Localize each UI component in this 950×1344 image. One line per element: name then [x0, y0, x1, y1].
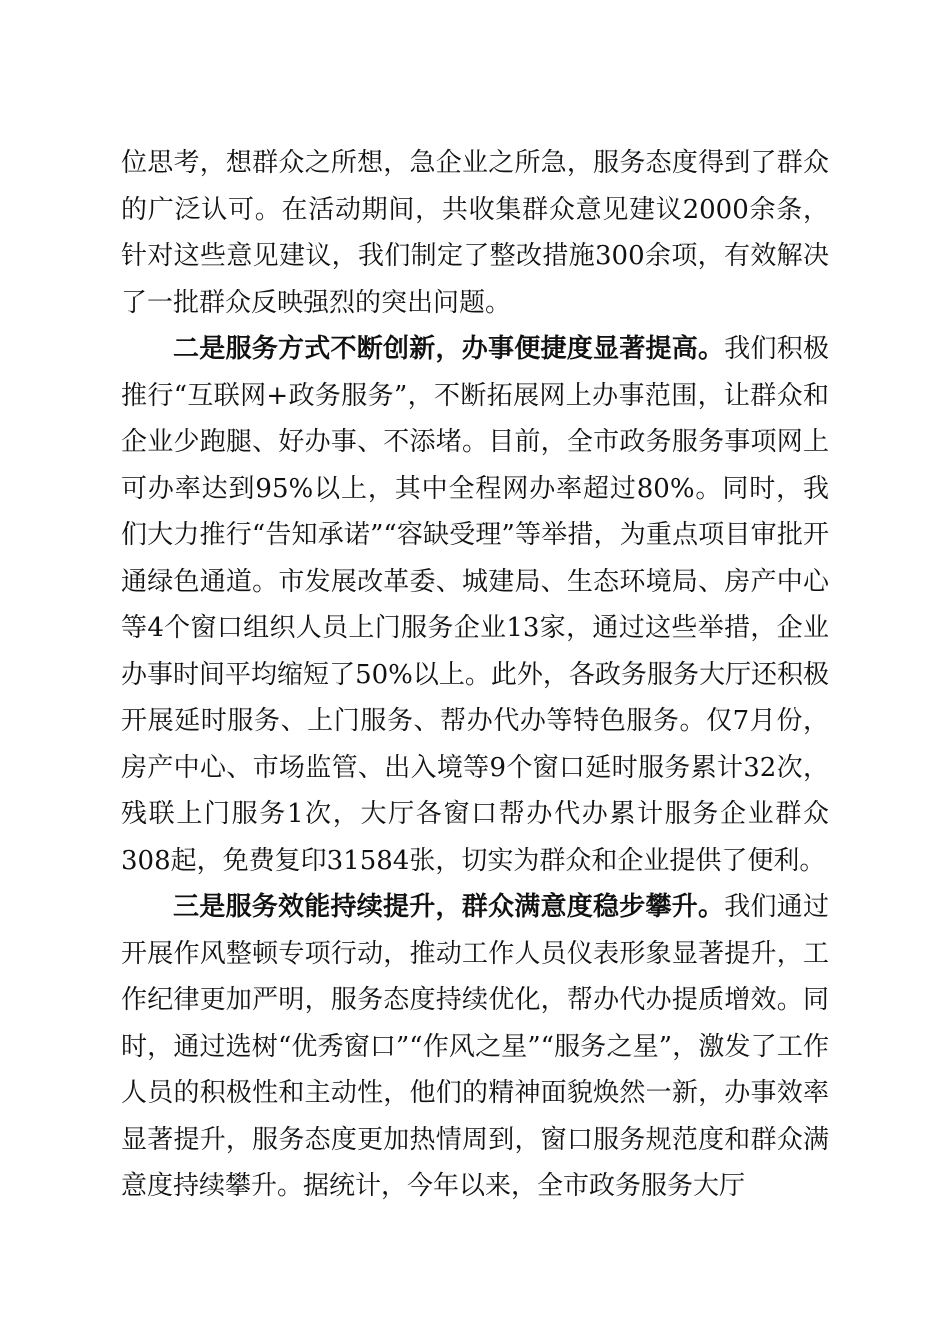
paragraph-1-text: 位思考，想群众之所想，急企业之所急，服务态度得到了群众的广泛认可。在活动期间，共收集群众意见建议2000余条，针对这些意见建议，我们制定了整改措施300余项，有效解决了一批群众反映强烈的突出问题。	[121, 148, 829, 318]
paragraph-2-lead: 二是服务方式不断创新，办事便捷度显著提高。	[173, 334, 725, 364]
paragraph-1	[121, 140, 829, 326]
document-body	[121, 140, 829, 1210]
paragraph-3-text: 我们通过开展作风整顿专项行动，推动工作人员仪表形象显著提升，工作纪律更加严明，服务态度持续优化，帮办代办提质增效。同时，通过选树“优秀窗口”“作风之星”“服务之星”，激发了工作人员的积极性和主动性，他们的精神面貌焕然一新，办事效率显著提升，服务态度更加热情周到，窗口服务规范度和群众满意度持续攀升。据统计，今年以来，全市政务服务大厅	[121, 892, 829, 1201]
paragraph-3	[121, 884, 829, 1210]
paragraph-2-text: 我们积极推行“互联网+政务服务”，不断拓展网上办事范围，让群众和企业少跑腿、好办事、不添堵。目前，全市政务服务事项网上可办率达到95%以上，其中全程网办率超过80%。同时，我们大力推行“告知承诺”“容缺受理”等举措，为重点项目审批开通绿色通道。市发展改革委、城建局、生态环境局、房产中心等4个窗口组织人员上门服务企业13家，通过这些举措，企业办事时间平均缩短了50%以上。此外，各政务服务大厅还积极开展延时服务、上门服务、帮办代办等特色服务。仅7月份，房产中心、市场监管、出入境等9个窗口延时服务累计32次，残联上门服务1次，大厅各窗口帮办代办累计服务企业群众308起，免费复印31584张，切实为群众和企业提供了便利。	[121, 334, 829, 876]
paragraph-2	[121, 326, 829, 884]
paragraph-3-lead: 三是服务效能持续提升，群众满意度稳步攀升。	[173, 892, 725, 922]
